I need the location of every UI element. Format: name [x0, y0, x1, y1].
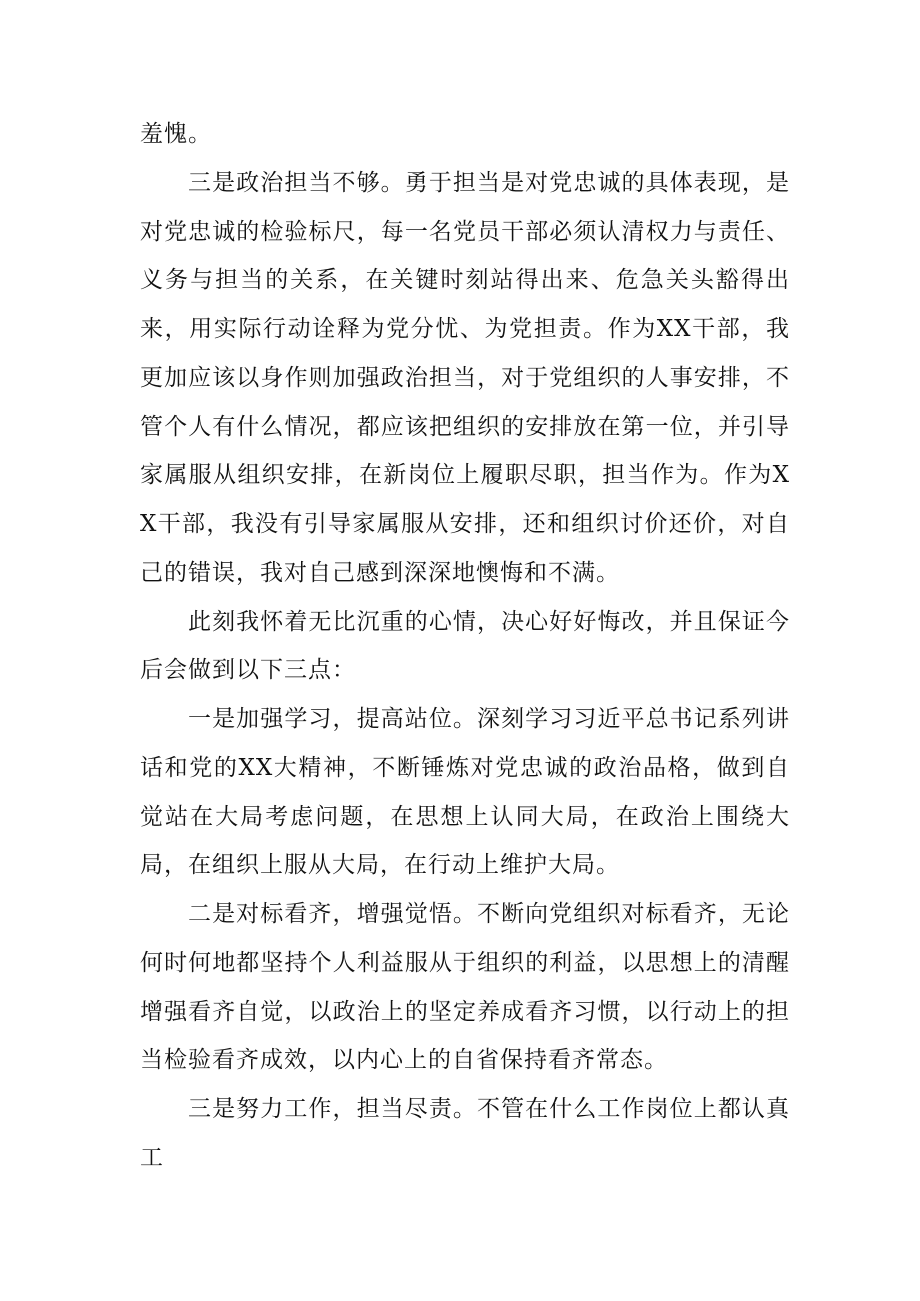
paragraph: 一是加强学习，提高站位。深刻学习习近平总书记系列讲话和党的XX大精神，不断锤炼对党忠诚的政治品格，做到自觉站在大局考虑问题，在思想上认同大局，在政治上围绕大局，在组织上服从大局，在行动上维护大局。: [140, 706, 790, 879]
paragraph: 三是努力工作，担当尽责。不管在什么工作岗位上都认真工: [140, 1096, 790, 1171]
paragraph: 二是对标看齐，增强觉悟。不断向党组织对标看齐，无论何时何地都坚持个人利益服从于组织的利益，以思想上的清醒增强看齐自觉，以政治上的坚定养成看齐习惯，以行动上的担当检验看齐成效，以内心上的自省保持看齐常态。: [140, 901, 790, 1074]
paragraph: 此刻我怀着无比沉重的心情，决心好好悔改，并且保证今后会做到以下三点：: [140, 608, 790, 684]
paragraph: 羞愧。: [140, 121, 212, 147]
document-body: [140, 110, 790, 1183]
paragraph: 三是政治担当不够。勇于担当是对党忠诚的具体表现，是对党忠诚的检验标尺，每一名党员干部必须认清权力与责任、义务与担当的关系，在关键时刻站得出来、危急关头豁得出来，用实际行动诠释为党分忧、为党担责。作为XX干部，我更加应该以身作则加强政治担当，对于党组织的人事安排，不管个人有什么情况，都应该把组织的安排放在第一位，并引导家属服从组织安排，在新岗位上履职尽职，担当作为。作为XX干部，我没有引导家属服从安排，还和组织讨价还价，对自己的错误，我对自己感到深深地懊悔和不满。: [140, 169, 790, 586]
